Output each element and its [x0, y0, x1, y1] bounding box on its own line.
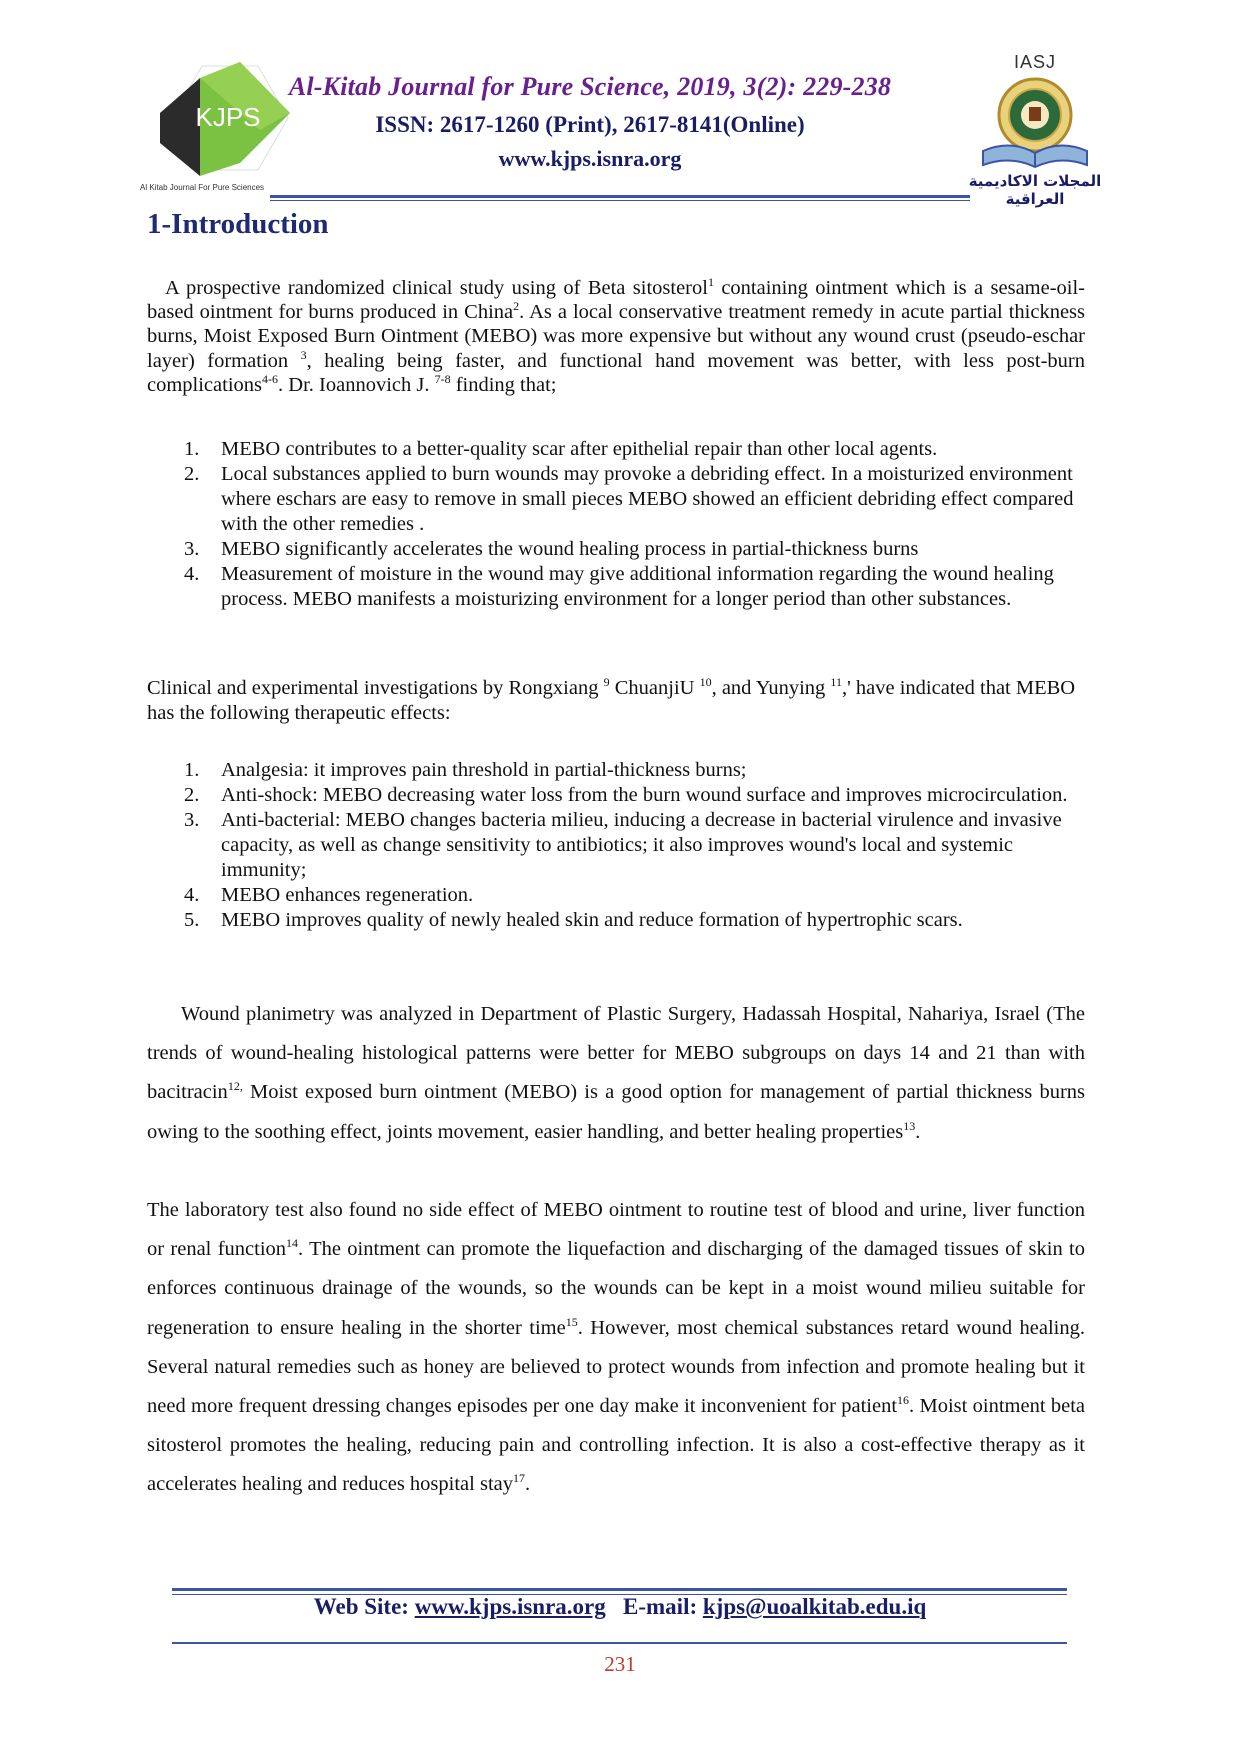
- list-item: 3. Anti-bacterial: MEBO changes bacteria milieu, inducing a decrease in bacterial virulence and invasive capacity, as well as change sensitivity to antibiotics; it also improves wound's local and systemic immunity;: [184, 809, 1062, 881]
- lab-paragraph: The laboratory test also found no side effect of MEBO ointment to routine test of blood and urine, liver function or renal function$^{14}$. The ointment can promote the liquefaction and discharging of the damaged tissues of skin to enforces continuous drainage of the wounds, so the wounds can be kept in a moist wound milieu suitable for regeneration to ensure healing in the shorter time$^{15}$. However, most chemical substances retard wound healing. Several natural remedies such as honey are believed to protect wounds from infection and promote healing but it need more frequent dressing changes episodes per one day make it inconvenient for patient$^{16}$. Moist ointment beta sitosterol promotes the healing, reducing pain and controlling infection. It is also a cost-effective therapy as it accelerates healing and reduces hospital stay$^{17}$.: [147, 1199, 1086, 1496]
- clinical-paragraph: Clinical and experimental investigations by Rongxiang $^9$ ChuanjiU $^{10}$, and Yunying $^{11}$,' have indicated that MEBO has the following therapeutic effects:: [147, 675, 1076, 724]
- journal-website: www.kjps.isnra.org: [498, 146, 682, 171]
- list-item: 5. MEBO improves quality of newly healed skin and reduce formation of hypertrophic scars.: [184, 909, 963, 931]
- logo-caption: Al Kitab Journal For Pure Sciences: [140, 183, 265, 192]
- list-item: 1. MEBO contributes to a better-quality scar after epithelial repair than other local agents.: [184, 438, 938, 460]
- list-item: 4. Measurement of moisture in the wound may give additional information regarding the wound healing process. MEBO manifests a moisturizing environment for a longer period than other substances.: [184, 563, 1054, 610]
- website-label: Web Site:: [313, 1594, 415, 1619]
- iasj-arabic-caption: المجلات الاكاديمية العراقية: [968, 172, 1102, 208]
- page-header: [0, 0, 1240, 208]
- journal-title: Al-Kitab Journal for Pure Science, 2019, 3(2): 229-238: [288, 72, 892, 101]
- iasj-seal-icon: [965, 73, 1105, 173]
- footer-divider: [172, 1588, 1067, 1591]
- list-item: 3. MEBO significantly accelerates the wound healing process in partial-thickness burns: [184, 538, 919, 560]
- header-divider-thin: [270, 200, 970, 201]
- header-divider: [270, 195, 970, 198]
- page-number: 231: [604, 1652, 636, 1676]
- list-item: 1. Analgesia: it improves pain threshold in partial-thickness burns;: [184, 759, 747, 781]
- iasj-label: IASJ: [1013, 52, 1056, 72]
- iasj-emblem: [965, 52, 1105, 178]
- footer-website-link[interactable]: www.kjps.isnra.org: [414, 1594, 606, 1619]
- list-item: 4. MEBO enhances regeneration.: [184, 884, 474, 906]
- section-title: 1-Introduction: [147, 208, 329, 240]
- effects-list: [147, 758, 1085, 933]
- list-item: 2. Local substances applied to burn wounds may provoke a debriding effect. In a moisturized environment where eschars are easy to remove in small pieces MEBO showed an efficient debriding effect compared with the other remedies .: [184, 463, 1074, 535]
- kjps-logo: [140, 58, 300, 193]
- footer-email-link[interactable]: kjps@uoalkitab.edu.iq: [702, 1594, 927, 1619]
- email-label: E-mail:: [623, 1594, 703, 1619]
- footer-divider-bottom: [172, 1642, 1067, 1644]
- list-item: 2. Anti-shock: MEBO decreasing water loss from the burn wound surface and improves microcirculation.: [184, 784, 1068, 806]
- issn-line: ISSN: 2617-1260 (Print), 2617-8141(Online): [375, 112, 805, 137]
- intro-paragraph: A prospective randomized clinical study using of Beta sitosterol$^1$ containing ointment which is a sesame-oil-based ointment for burns produced in China$^2$. As a local conservative treatment remedy in acute partial thickness burns, Moist Exposed Burn Ointment (MEBO) was more expensive but without any wound crust (pseudo-eschar layer) formation $^3$, healing being faster, and functional hand movement was better, with less post-burn complications$^{4-6}$. Dr. Ioannovich J. $^{7-8}$ finding that;: [147, 275, 1086, 396]
- logo-text: KJPS: [195, 102, 261, 132]
- wound-paragraph: Wound planimetry was analyzed in Department of Plastic Surgery, Hadassah Hospital, Nahariya, Israel (The trends of wound-healing histological patterns were better for MEBO subgroups on days 14 and 21 than with bacitracin$^{12,}$ Moist exposed burn ointment (MEBO) is a good option for management of partial thickness burns owing to the soothing effect, joints movement, easier handling, and better healing properties$^{13}$.: [147, 1003, 1085, 1143]
- footer-contact: [0, 1594, 1240, 1620]
- findings-list: [147, 437, 1085, 612]
